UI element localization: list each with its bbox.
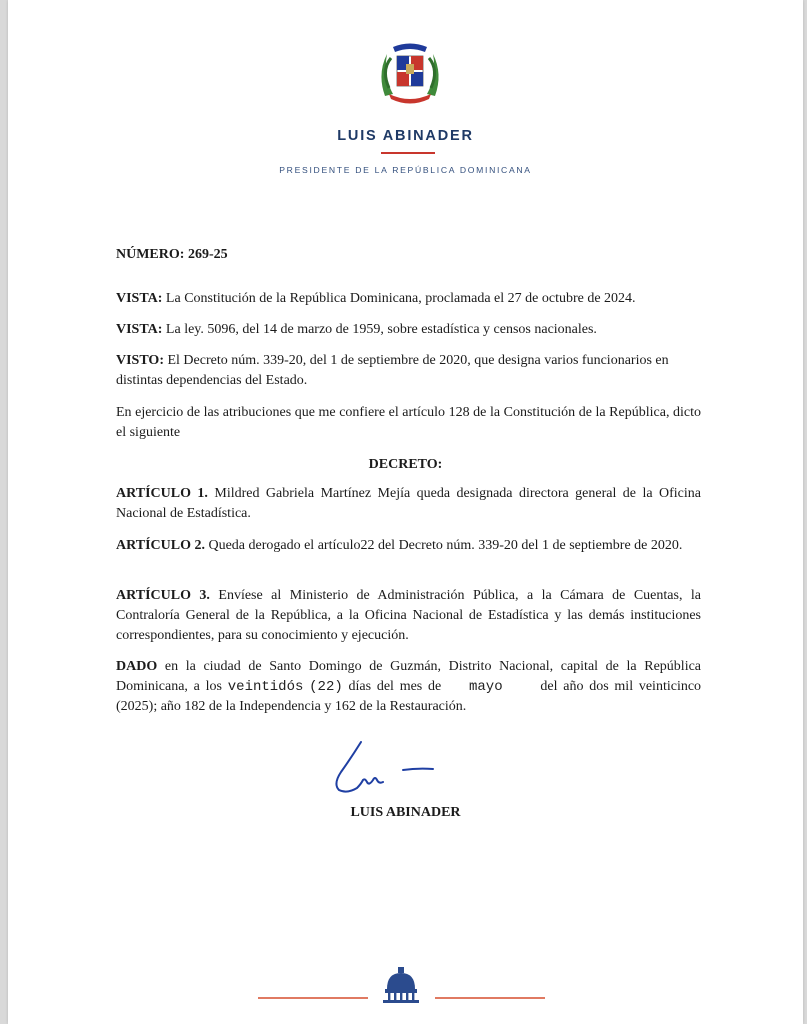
article-text: Mildred Gabriela Martínez Mejía queda designada directora general de la Oficina Nacional de Estadística. xyxy=(116,486,701,521)
article-text: Envíese al Ministerio de Administración Pública, a la Cámara de Cuentas, la Contraloría General de la República, a la Oficina Nacional de Estadística y las demás instituciones correspondientes, para su conocimiento y ejecución. xyxy=(116,588,702,643)
article-label: ARTÍCULO 3. xyxy=(116,588,210,603)
vista-label: VISTA: xyxy=(116,291,163,306)
preamble-paragraph xyxy=(116,403,701,443)
article-2 xyxy=(116,536,701,556)
visto-label: VISTO: xyxy=(116,353,164,368)
signer-name: LUIS ABINADER xyxy=(350,805,461,820)
article-label: ARTÍCULO 2. xyxy=(116,538,205,553)
header-divider xyxy=(381,152,435,154)
dado-text-3: del año dos mil veinticinco (2025); año 182 de la Independencia y 162 de la Restauración. xyxy=(116,679,702,714)
preamble-text: En ejercicio de las atribuciones que me confiere el artículo 128 de la Constitución de la República, dicto el siguiente xyxy=(116,405,701,440)
dado-day-number: (22) xyxy=(309,679,343,695)
footer-line-right xyxy=(435,997,545,999)
dado-paragraph xyxy=(116,657,701,717)
dado-day-words: veintidós xyxy=(227,679,304,695)
dado-label: DADO xyxy=(116,659,158,674)
dado-text-2: días del mes de xyxy=(348,679,442,694)
visto-text: El Decreto núm. 339-20, del 1 de septiembre de 2020, que designa varios funcionarios en distintas dependencias del Estado. xyxy=(116,353,669,388)
decree-heading-text: DECRETO: xyxy=(368,457,443,472)
vista-paragraph-1 xyxy=(116,289,701,309)
dado-text-1: en la ciudad de Santo Domingo de Guzmán, Distrito Nacional, capital de la República Dominicana, a los xyxy=(116,659,702,694)
visto-paragraph xyxy=(116,351,676,391)
president-title: PRESIDENTE DE LA REPÚBLICA DOMINICANA xyxy=(279,165,532,175)
palace-dome-icon xyxy=(379,965,423,1003)
decree-number xyxy=(116,245,701,265)
vista-text: La Constitución de la República Dominicana, proclamada el 27 de octubre de 2024. xyxy=(165,291,636,306)
decree-number-value: 269-25 xyxy=(187,247,228,262)
article-text: Queda derogado el artículo22 del Decreto núm. 339-20 del 1 de septiembre de 2020. xyxy=(208,538,683,553)
article-label: ARTÍCULO 1. xyxy=(116,486,208,501)
article-1 xyxy=(116,484,701,524)
article-3 xyxy=(116,586,701,646)
decree-number-label: NÚMERO: xyxy=(116,247,185,262)
footer-line-left xyxy=(258,997,368,999)
vista-text: La ley. 5096, del 14 de marzo de 1959, sobre estadística y censos nacionales. xyxy=(165,322,597,337)
handwritten-signature xyxy=(321,738,461,798)
dado-month: mayo xyxy=(469,679,503,695)
coat-of-arms-icon xyxy=(375,38,445,106)
vista-label: VISTA: xyxy=(116,322,163,337)
decree-heading xyxy=(8,455,803,475)
president-name: LUIS ABINADER xyxy=(337,128,474,144)
vista-paragraph-2 xyxy=(116,320,701,340)
decree-page xyxy=(8,0,803,1024)
